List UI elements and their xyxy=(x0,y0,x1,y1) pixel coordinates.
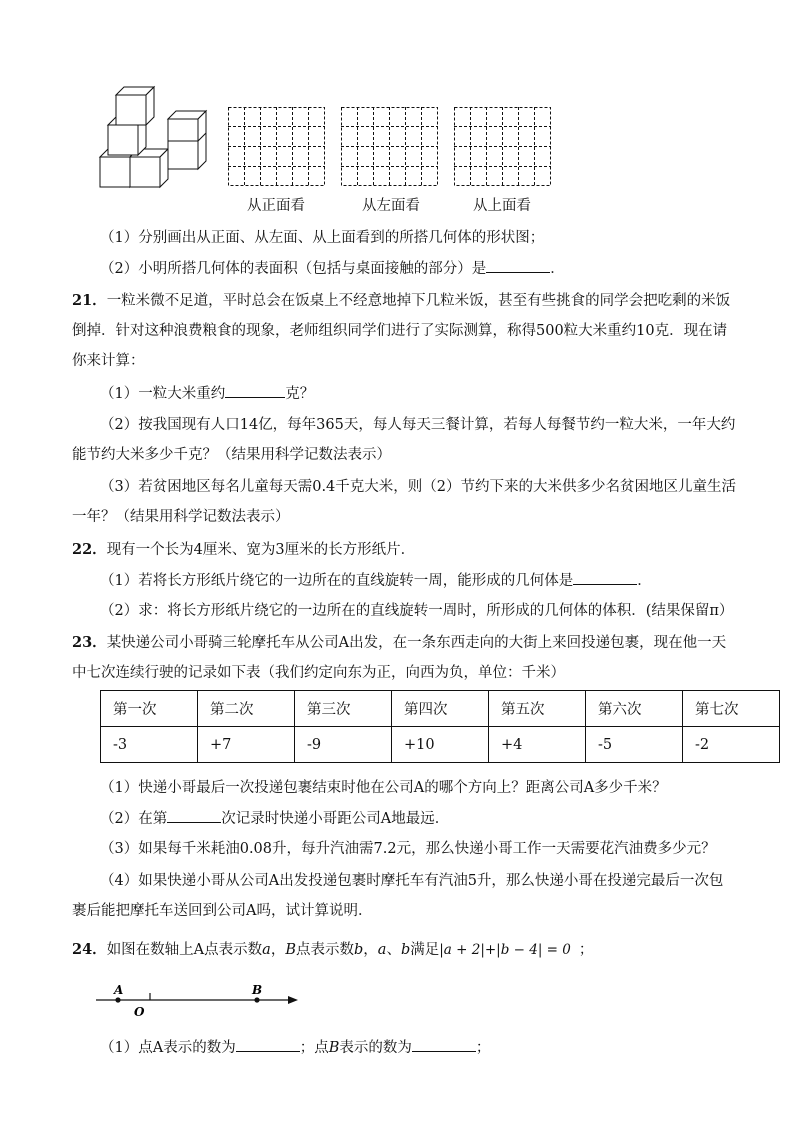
q21-part1-text: （1）一粒大米重约 xyxy=(100,386,226,402)
table-cell: +4 xyxy=(489,727,586,763)
point-a-marker xyxy=(115,997,120,1002)
table-header-cell: 第七次 xyxy=(683,691,780,727)
q20-part2 xyxy=(100,258,565,279)
answer-blank[interactable] xyxy=(486,258,550,273)
q22-part2: （2）求：将长方形纸片绕它的一边所在的直线旋转一周时，所形成的几何体的体积．(结果保留π） xyxy=(100,603,734,619)
q21-line1 xyxy=(72,291,730,311)
table-cell: +7 xyxy=(198,727,295,763)
answer-blank[interactable] xyxy=(167,808,221,823)
table-cell: -3 xyxy=(101,727,198,763)
q24-text: ； xyxy=(578,942,594,958)
q23-text: 某快递公司小哥骑三轮摩托车从公司A出发，在一条东西走向的大街上来回投递包裹，现在他一天 xyxy=(106,635,727,651)
q24-text: 如图在数轴上A点表示数 xyxy=(106,942,263,958)
q22-part1 xyxy=(100,570,652,591)
answer-blank[interactable] xyxy=(412,1037,476,1052)
var-B: B xyxy=(328,1040,340,1056)
q21-line2: 倒掉．针对这种浪费粮食的现象，老师组织同学们进行了实际测算，称得500粒大米重约10克．现在请 xyxy=(72,323,728,339)
left-view-label: 从左面看 xyxy=(362,198,420,214)
q21-part3-line2: 一年？（结果用科学记数法表示） xyxy=(72,509,290,525)
answer-blank[interactable] xyxy=(236,1037,300,1052)
q24-text: 、 xyxy=(386,942,401,958)
q21-line3: 你来计算： xyxy=(72,353,145,369)
q24-text: 满足 xyxy=(410,942,440,958)
origin-label: O xyxy=(134,1005,145,1019)
left-view-grid xyxy=(341,107,438,186)
q23-part3: （3）如果每千米耗油0.08升，每升汽油需7.2元，那么快递小哥工作一天需要花汽油费多少元？ xyxy=(100,841,716,857)
q20-part1: （1）分别画出从正面、从左面、从上面看到的所搭几何体的形状图； xyxy=(100,230,545,246)
q20-part2-end: ． xyxy=(550,261,565,277)
point-b-marker xyxy=(254,997,259,1002)
var-b: b xyxy=(353,942,364,958)
table-header-cell: 第四次 xyxy=(392,691,489,727)
front-view-grid xyxy=(228,107,325,186)
q21-part2-line2: 能节约大米多少千克？（结果用科学记数法表示） xyxy=(72,447,391,463)
q24-text: ， xyxy=(270,942,286,958)
table-cell: -2 xyxy=(683,727,780,763)
q24-part1-text: ；点 xyxy=(299,1040,329,1056)
q22-part1-end: ． xyxy=(637,573,652,589)
cube-stack-figure xyxy=(92,84,212,192)
table-cell: +10 xyxy=(392,727,489,763)
var-a: a xyxy=(377,942,387,958)
q23-part2-text: （2）在第 xyxy=(100,811,168,827)
q24-part1-end: ； xyxy=(475,1040,491,1056)
point-b-label: B xyxy=(252,983,263,997)
q23-part4-line1: （4）如果快递小哥从公司A出发投递包裹时摩托车有汽油5升，那么快递小哥在投递完最后一次包 xyxy=(100,873,724,889)
q22-line1 xyxy=(72,540,415,560)
top-view-label: 从上面看 xyxy=(473,198,531,214)
question-number: 24． xyxy=(72,941,107,958)
q21-part1 xyxy=(100,383,314,404)
table-header-cell: 第一次 xyxy=(101,691,198,727)
q22-text: 现有一个长为4厘米、宽为3厘米的长方形纸片． xyxy=(106,542,416,558)
table-header-cell: 第五次 xyxy=(489,691,586,727)
table-header-cell: 第六次 xyxy=(586,691,683,727)
question-number: 22． xyxy=(72,541,107,558)
q21-part2-line1: （2）按我国现有人口14亿，每年365天，每人每天三餐计算，若每人每餐节约一粒大米，一年大约 xyxy=(100,417,736,433)
table-header-cell: 第二次 xyxy=(198,691,295,727)
q21-part1-end: 克？ xyxy=(285,386,315,402)
table-header-cell: 第三次 xyxy=(295,691,392,727)
q20-part2-text: （2）小明所搭几何体的表面积（包括与桌面接触的部分）是 xyxy=(100,261,487,277)
q23-part1: （1）快递小哥最后一次投递包裹结束时他在公司A的哪个方向上？距离公司A多少千米？ xyxy=(100,780,667,796)
point-a-label: A xyxy=(114,983,124,997)
q21-text: 一粒米微不足道，平时总会在饭桌上不经意地掉下几粒米饭，甚至有些挑食的同学会把吃剩的米饭 xyxy=(106,293,731,309)
q23-part2-end: 次记录时快递小哥距公司A地最远． xyxy=(221,811,450,827)
q21-part3-line1: （3）若贫困地区每名儿童每天需0.4千克大米，则（2）节约下来的大米供多少名贫困地区儿童生活 xyxy=(100,479,737,495)
q22-part1-text: （1）若将长方形纸片绕它的一边所在的直线旋转一周，能形成的几何体是 xyxy=(100,573,574,589)
table-header-row xyxy=(101,691,780,727)
top-view-grid xyxy=(454,107,551,186)
q24-part1-text: （1）点A表示的数为 xyxy=(100,1040,236,1056)
q24-part1-text: 表示的数为 xyxy=(339,1040,412,1056)
number-line xyxy=(92,980,302,1020)
front-view-label: 从正面看 xyxy=(247,198,305,214)
table-cell: -5 xyxy=(586,727,683,763)
q23-part4-line2: 裹后能把摩托车送回到公司A吗，试计算说明． xyxy=(72,903,373,919)
q24-text: ， xyxy=(363,942,378,958)
q23-line2: 中七次连续行驶的记录如下表（我们约定向东为正，向西为负，单位：千米） xyxy=(72,665,565,681)
answer-blank[interactable] xyxy=(225,383,285,398)
q23-part2 xyxy=(100,808,449,829)
table-cell: -9 xyxy=(295,727,392,763)
table-row xyxy=(101,727,780,763)
condition-equation: |a + 2|+|b − 4| = 0 xyxy=(439,942,571,958)
question-number: 21． xyxy=(72,292,107,309)
travel-record-table xyxy=(100,690,780,763)
answer-blank[interactable] xyxy=(573,570,637,585)
var-B: B xyxy=(285,942,296,958)
var-a: a xyxy=(262,942,271,958)
var-b: b xyxy=(400,942,411,958)
q24-part1 xyxy=(100,1037,490,1058)
q24-line1 xyxy=(72,940,593,960)
q23-line1 xyxy=(72,633,726,653)
question-number: 23． xyxy=(72,634,107,651)
q24-text: 点表示数 xyxy=(295,942,354,958)
